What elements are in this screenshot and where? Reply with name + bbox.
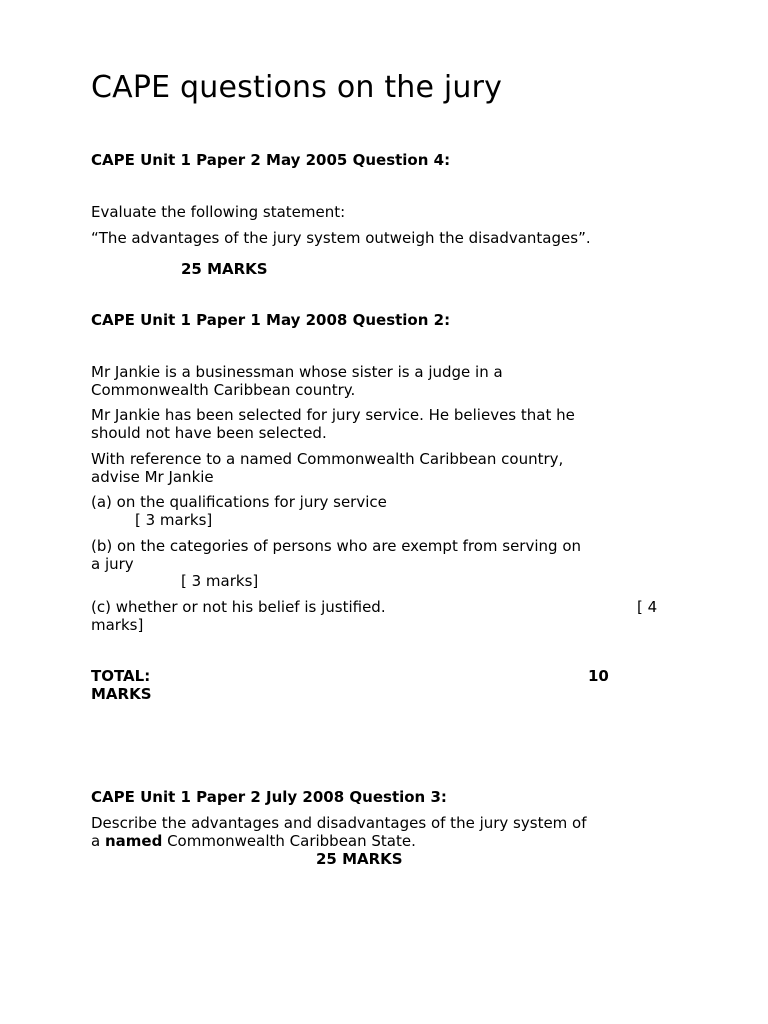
section1-marks: 25 MARKS — [181, 260, 268, 278]
item-c-marks-close: marks] — [91, 616, 144, 634]
section3-heading: CAPE Unit 1 Paper 2 July 2008 Question 3: — [91, 788, 447, 806]
section2-para3-line1: With reference to a named Commonwealth Caribbean country, — [91, 450, 564, 468]
page-title: CAPE questions on the jury — [91, 70, 503, 105]
item-b-marks: [ 3 marks] — [181, 572, 259, 590]
section3-named-emphasis: named — [104, 832, 163, 850]
section1-quote: “The advantages of the jury system outweigh the disadvantages”. — [91, 229, 591, 247]
section2-para3-line2: advise Mr Jankie — [91, 468, 214, 486]
item-b-line1: (b) on the categories of persons who are exempt from serving on — [91, 537, 581, 555]
section2-para1-line1: Mr Jankie is a businessman whose sister is a judge in a — [91, 363, 503, 381]
section3-marks: 25 MARKS — [316, 850, 403, 868]
section1-heading: CAPE Unit 1 Paper 2 May 2005 Question 4: — [91, 151, 451, 169]
section2-para2-line2: should not have been selected. — [91, 424, 327, 442]
section3-line2-prefix: a — [91, 832, 105, 850]
total-label: TOTAL: — [91, 667, 151, 685]
item-a-text: (a) on the qualifications for jury service — [91, 493, 387, 511]
section3-line2-suffix: Commonwealth Caribbean State. — [162, 832, 416, 850]
section2-para2-line1: Mr Jankie has been selected for jury service. He believes that he — [91, 406, 575, 424]
section2-para1-line2: Commonwealth Caribbean country. — [91, 381, 356, 399]
item-a-marks: [ 3 marks] — [135, 511, 213, 529]
section3-line1: Describe the advantages and disadvantages of the jury system of — [91, 814, 587, 832]
section3-line2 — [91, 832, 416, 850]
section1-line1: Evaluate the following statement: — [91, 203, 346, 221]
section2-heading: CAPE Unit 1 Paper 1 May 2008 Question 2: — [91, 311, 451, 329]
item-b-line2: a jury — [91, 555, 134, 573]
item-c-text: (c) whether or not his belief is justified. — [91, 598, 386, 616]
total-value: 10 — [588, 667, 609, 685]
item-c-marks-open: [ 4 — [637, 598, 658, 616]
total-unit: MARKS — [91, 685, 152, 703]
